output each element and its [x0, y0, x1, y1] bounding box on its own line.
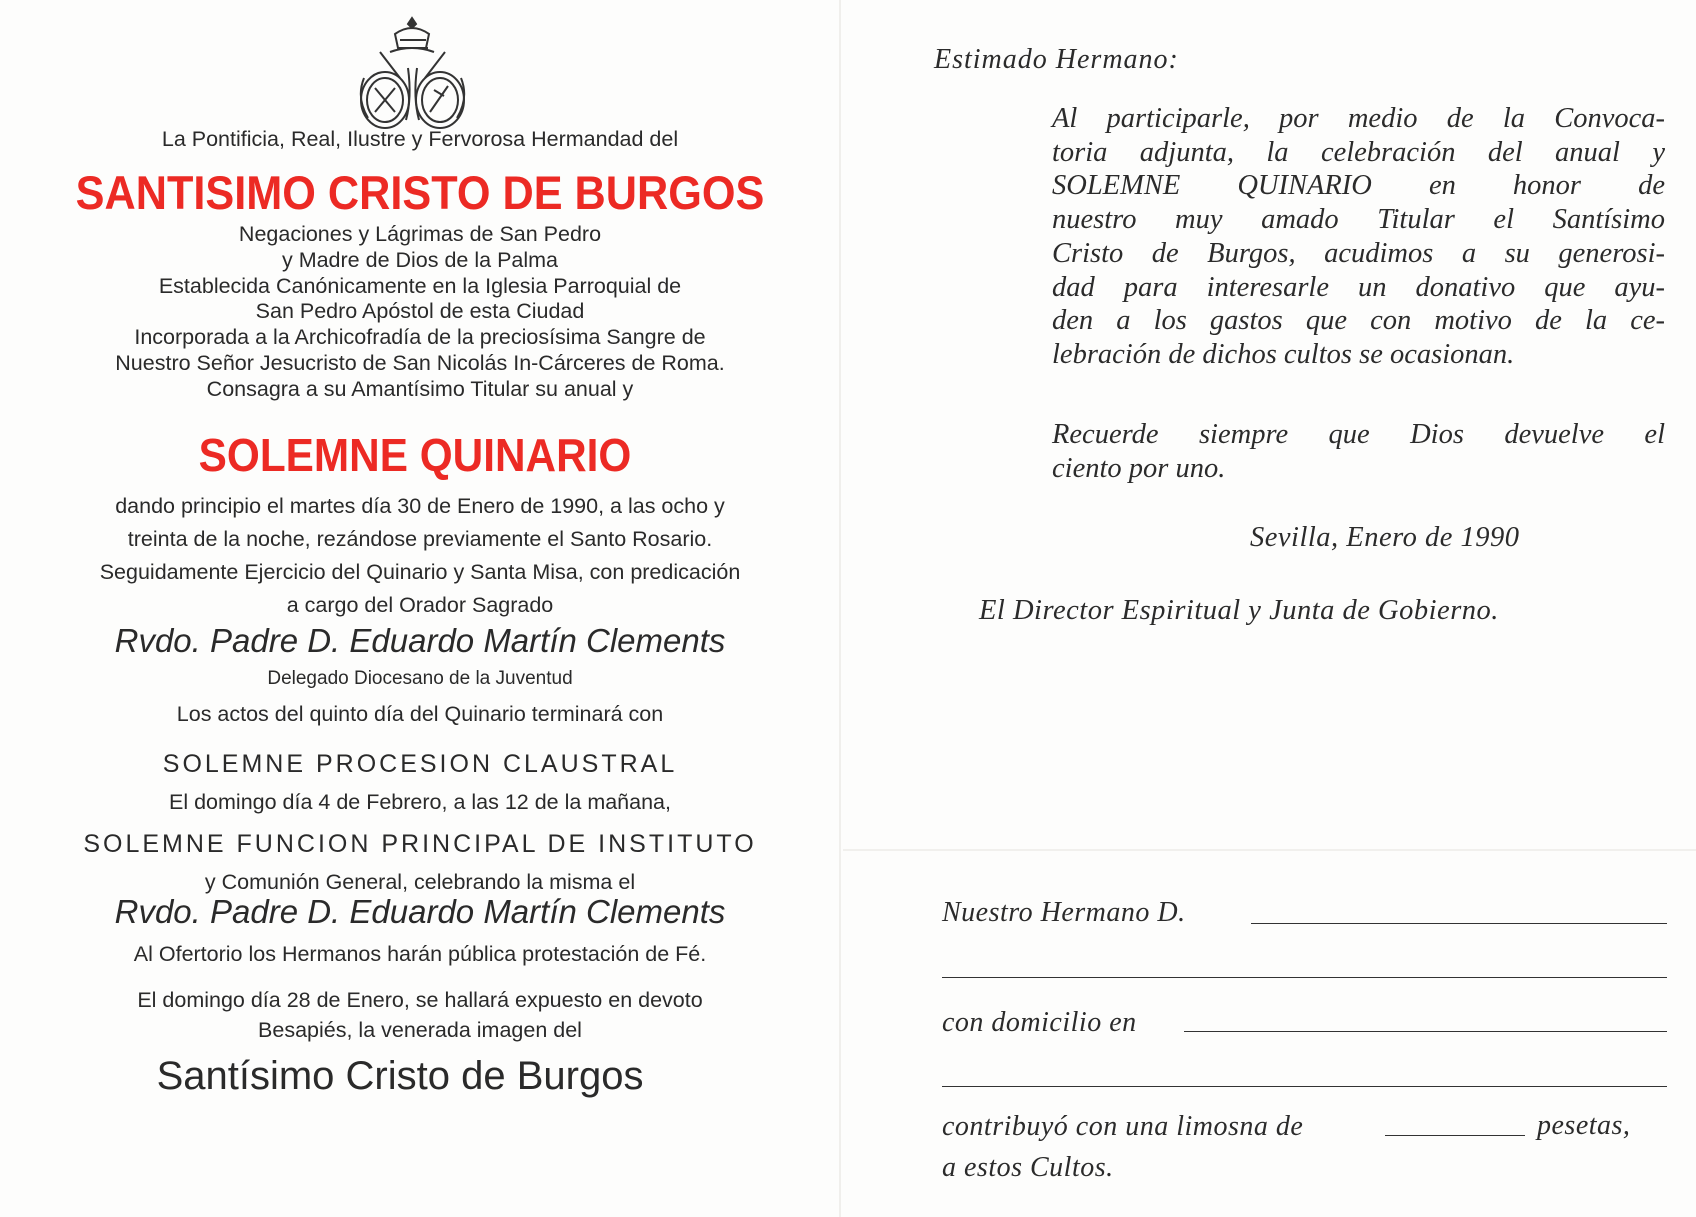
paragraph-line: lebración de dichos cultos se ocasionan.	[1052, 338, 1515, 370]
image-name: Santísimo Cristo de Burgos	[156, 1054, 644, 1098]
celebrant-name: Rvdo. Padre D. Eduardo Martín Clements	[114, 893, 726, 930]
procession-title: SOLEMNE PROCESION CLAUSTRAL	[162, 750, 678, 778]
currency-label: pesetas,	[1537, 1110, 1631, 1141]
desc-line: Establecida Canónicamente en la Iglesia Parroquial de	[158, 273, 682, 298]
paragraph-line: den a los gastos que con motivo de la ce-	[1052, 305, 1665, 337]
letter-paragraph-2	[1052, 418, 1665, 486]
paragraph-line: dad para interesarle un donativo que ayu-	[1052, 271, 1665, 303]
besapies-line: Besapiés, la venerada imagen del	[258, 1018, 582, 1042]
schedule-line: treinta de la noche, rezándose previamente el Santo Rosario.	[127, 527, 713, 551]
desc-line: Incorporada a la Archicofradía de la preciosísima Sangre de	[134, 325, 706, 350]
schedule-line: a cargo del Orador Sagrado	[286, 593, 554, 617]
paragraph-line: toria adjunta, la celebración del anual y	[1052, 136, 1665, 168]
schedule-line: Seguidamente Ejercicio del Quinario y Santa Misa, con predicación	[99, 560, 741, 584]
paragraph-line: SOLEMNE QUINARIO en honor de	[1052, 170, 1665, 202]
paragraph-line: Cristo de Burgos, acudimos a su generosi-	[1052, 237, 1665, 269]
brotherhood-crest-icon	[350, 12, 475, 136]
besapies-text	[30, 985, 810, 1045]
preacher-role: Delegado Diocesano de la Juventud	[267, 668, 573, 689]
communion-text: y Comunión General, celebrando la misma el	[204, 870, 636, 894]
offertory-text: Al Ofertorio los Hermanos harán pública protestación de Fé.	[133, 942, 707, 966]
address-line	[1184, 1031, 1667, 1032]
brother-name-line	[1251, 923, 1667, 924]
right-panel	[842, 0, 1696, 1217]
brother-name-label: Nuestro Hermano D.	[942, 897, 1186, 928]
fifth-day-text: Los actos del quinto día del Quinario terminará con	[176, 702, 664, 726]
letter-date: Sevilla, Enero de 1990	[1250, 522, 1520, 553]
address-label: con domicilio en	[942, 1007, 1137, 1038]
greeting: Estimado Hermano:	[934, 44, 1179, 75]
sunday-text: El domingo día 4 de Febrero, a las 12 de la mañana,	[169, 790, 671, 814]
brotherhood-description	[30, 222, 810, 403]
desc-line: Negaciones y Lágrimas de San Pedro	[238, 222, 602, 246]
desc-line: Nuestro Señor Jesucristo de San Nicolás In-Cárceres de Roma.	[115, 350, 725, 375]
paragraph-line: nuestro muy amado Titular el Santísimo	[1052, 204, 1665, 236]
schedule-text	[30, 490, 810, 622]
schedule-line: dando principio el martes día 30 de Enero de 1990, a las ocho y	[115, 494, 725, 518]
paragraph-line: Al participarle, por medio de la Convoca-	[1052, 103, 1665, 134]
left-panel	[0, 0, 840, 1217]
brotherhood-title: SANTISIMO CRISTO DE BURGOS	[75, 166, 765, 219]
letter-signature: El Director Espiritual y Junta de Gobierno.	[979, 595, 1499, 626]
function-title: SOLEMNE FUNCION PRINCIPAL DE INSTITUTO	[83, 830, 757, 858]
desc-line: San Pedro Apóstol de esta Ciudad	[255, 299, 585, 324]
preacher-name: Rvdo. Padre D. Eduardo Martín Clements	[114, 622, 726, 659]
paragraph-line: ciento por uno.	[1052, 453, 1226, 484]
contribution-label: contribuyó con una limosna de	[942, 1111, 1304, 1142]
quinario-title: SOLEMNE QUINARIO	[198, 429, 632, 481]
closing-text: a estos Cultos.	[942, 1152, 1114, 1183]
amount-line	[1385, 1135, 1525, 1136]
besapies-line: El domingo día 28 de Enero, se hallará expuesto en devoto	[137, 988, 703, 1012]
letter-paragraph-1	[1052, 102, 1665, 372]
paragraph-line: Recuerde siempre que Dios devuelve el	[1052, 419, 1665, 450]
brother-name-line-2	[942, 977, 1667, 978]
desc-line: y Madre de Dios de la Palma	[281, 247, 559, 272]
intro-text: La Pontificia, Real, Ilustre y Fervorosa Hermandad del	[161, 127, 679, 151]
address-line-2	[942, 1086, 1667, 1087]
desc-line: Consagra a su Amantísimo Titular su anual y	[206, 376, 634, 401]
